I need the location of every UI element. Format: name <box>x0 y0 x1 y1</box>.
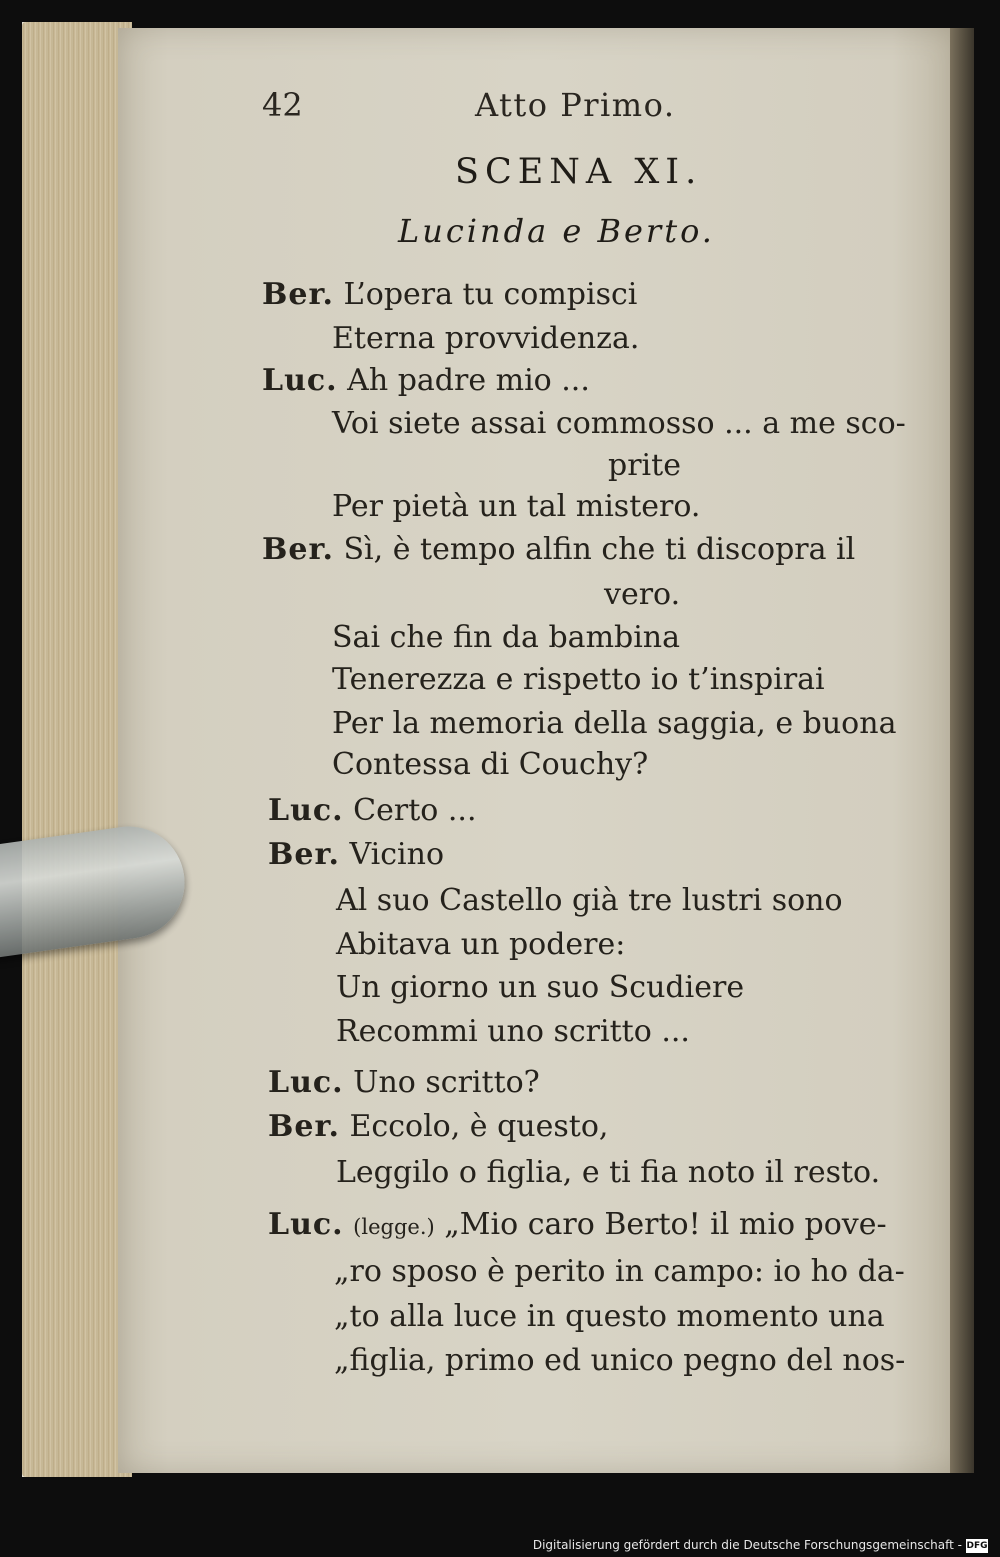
line-text: Per la memoria della saggia, e buona <box>332 706 897 741</box>
speaker-label: Luc. <box>262 363 338 398</box>
dialogue-line <box>332 619 680 657</box>
running-header <box>262 86 722 126</box>
line-text: vero. <box>604 577 681 612</box>
line-text: Uno scritto? <box>353 1065 540 1100</box>
dialogue-line <box>334 1298 885 1336</box>
dialogue-line <box>268 1064 540 1102</box>
dialogue-line <box>336 926 625 964</box>
dialogue-line <box>332 488 700 526</box>
line-text: prite <box>608 448 681 483</box>
dialogue-line <box>336 1013 690 1051</box>
scene-title: SCENA XI. <box>455 152 703 192</box>
line-text: Tenerezza e rispetto io t’inspirai <box>332 662 825 697</box>
dialogue-line <box>332 661 825 699</box>
line-text: „Mio caro Berto! il mio pove- <box>444 1207 887 1242</box>
dialogue-line <box>604 576 680 614</box>
dialogue-line <box>332 405 906 443</box>
dialogue-line <box>608 447 681 485</box>
speaker-label: Luc. <box>268 793 344 828</box>
dialogue-line <box>332 705 896 743</box>
line-text: „figlia, primo ed unico pegno del nos- <box>334 1343 906 1378</box>
line-text: Certo ... <box>353 793 477 828</box>
page-gutter-shadow <box>950 28 974 1473</box>
line-text: Al suo Castello già tre lustri sono <box>336 883 843 918</box>
running-title: Atto Primo. <box>475 86 676 124</box>
dialogue-line <box>334 1253 905 1291</box>
book-page-edges <box>22 22 132 1477</box>
line-text: „ro sposo è perito in campo: io ho da- <box>334 1254 905 1289</box>
line-text: Recommi uno scritto ... <box>336 1014 690 1049</box>
line-text: Sì, è tempo alfin che ti discopra il <box>343 532 856 567</box>
scene-characters: Lucinda e Berto. <box>398 212 715 250</box>
dialogue-line <box>268 836 444 874</box>
dialogue-line <box>268 1108 608 1146</box>
line-text: Sai che fin da bambina <box>332 620 681 655</box>
line-text: Leggilo o figlia, e ti fia noto il resto. <box>336 1155 881 1190</box>
speaker-label: Luc. <box>268 1207 344 1242</box>
dialogue-line <box>262 531 855 569</box>
speaker-label: Ber. <box>268 1109 340 1144</box>
speaker-label: Ber. <box>262 532 334 567</box>
line-text: Abitava un podere: <box>336 927 626 962</box>
dfg-logo: DFG <box>966 1541 988 1551</box>
dialogue-line <box>332 320 639 358</box>
dialogue-line <box>262 362 590 400</box>
line-text: Contessa di Couchy? <box>332 747 649 782</box>
stage-direction: (legge.) <box>353 1215 435 1239</box>
line-text: Un giorno un suo Scudiere <box>336 970 745 1005</box>
dialogue-line <box>268 792 476 830</box>
page-number: 42 <box>262 86 303 124</box>
dialogue-line <box>332 746 648 784</box>
line-text: Voi siete assai commosso ... a me sco- <box>332 406 906 441</box>
line-text: Per pietà un tal mistero. <box>332 489 701 524</box>
dialogue-line <box>336 969 744 1007</box>
line-text: L’opera tu compisci <box>343 277 638 312</box>
dialogue-line <box>262 276 637 314</box>
line-text: Ah padre mio ... <box>347 363 590 398</box>
dialogue-line <box>334 1342 905 1380</box>
speaker-label: Ber. <box>268 837 340 872</box>
digitization-credit: Digitalisierung gefördert durch die Deutsche Forschungsgemeinschaft - <box>532 1538 962 1552</box>
dialogue-line <box>336 882 843 920</box>
line-text: Eccolo, è questo, <box>349 1109 609 1144</box>
speaker-label: Ber. <box>262 277 334 312</box>
line-text: Eterna provvidenza. <box>332 321 640 356</box>
dialogue-line <box>268 1206 887 1246</box>
dialogue-line <box>336 1154 880 1192</box>
line-text: „to alla luce in questo momento una <box>334 1299 885 1334</box>
speaker-label: Luc. <box>268 1065 344 1100</box>
line-text: Vicino <box>349 837 445 872</box>
